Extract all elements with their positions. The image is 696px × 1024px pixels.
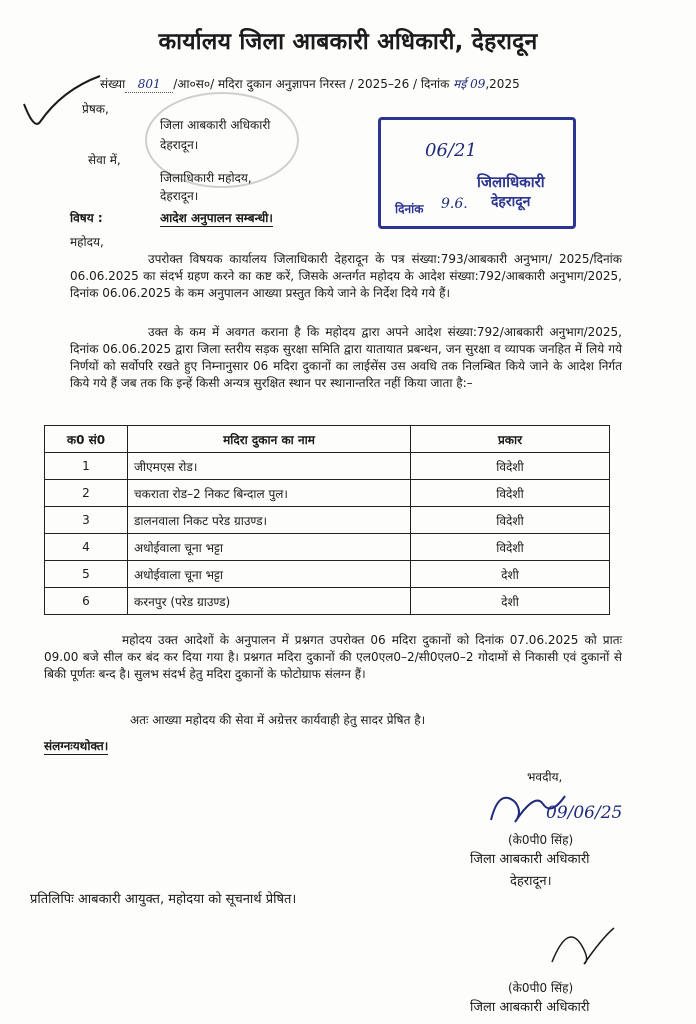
type-cell: विदेशी (411, 480, 610, 507)
sender-line-2: देहरादून। (160, 138, 199, 152)
page-title: कार्यालय जिला आबकारी अधिकारी, देहरादून (158, 29, 538, 55)
signature-date: 09/06/25 (546, 803, 623, 823)
type-cell: देशी (411, 588, 610, 615)
enclosure-note: संलग्नःयथोक्त। (44, 739, 109, 753)
column-header-shop-name: मदिरा दुकान का नाम (128, 426, 411, 453)
sender-label: प्रेषक, (82, 102, 109, 116)
signatory-2-name: (के0पी0 सिंह) (508, 981, 574, 995)
signature-scribble-2 (548, 920, 618, 970)
stamp-date-label: दिनांक (395, 202, 424, 216)
signatory-city: देहरादून। (510, 874, 552, 889)
table-row (45, 534, 610, 561)
type-cell: देशी (411, 561, 610, 588)
serial-cell: 6 (45, 588, 128, 615)
table-header-row (45, 426, 610, 453)
reference-line (100, 76, 520, 93)
shop-name-cell: डालनवाला निकट परेड ग्राउण्ड। (128, 507, 411, 534)
reference-prefix: संख्या (100, 77, 126, 91)
table-row (45, 453, 610, 480)
paragraph-1: उपरोक्त विषयक कार्यालय जिलाधिकारी देहरादून के पत्र संख्या:793/आबकारी अनुभाग/ 2025/दिनांक 06.06.2025 का संदर्भ ग्रहण करने का कष्ट करें, जिसके अन्तर्गत महोदय के आदेश संख्या:792/आबकारी अनुभाग/2025, दिनांक 06.06.2025 के कम अनुपालन आख्या प्रस्तुत किये जाने के निर्देश दिये गये हैं। (70, 252, 622, 300)
reference-day: 09 (470, 77, 486, 91)
shop-name-cell: चकराता रोड–2 निकट बिन्दाल पुल। (128, 480, 411, 507)
serial-cell: 5 (45, 561, 128, 588)
shop-name-cell: करनपुर (परेड ग्राउण्ड) (128, 588, 411, 615)
copy-to-line: प्रतिलिपिः आबकारी आयुक्त, महोदया को सूचनार्थ प्रेषित। (30, 892, 297, 907)
recipient-label: सेवा में, (88, 153, 121, 167)
type-cell: विदेशी (411, 453, 610, 480)
table-row (45, 561, 610, 588)
stamp-entry-number: 06/21 (425, 140, 477, 161)
serial-cell: 4 (45, 534, 128, 561)
shop-name-cell: जीएमएस रोड। (128, 453, 411, 480)
checkmark-icon (22, 70, 102, 130)
table-row (45, 480, 610, 507)
reference-year: ,2025 (485, 77, 520, 91)
table-row (45, 507, 610, 534)
reference-month: मई (453, 77, 467, 91)
paragraph-4: अतः आख्या महोदय की सेवा में अग्रेत्तर कार्यवाही हेतु सादर प्रेषित है। (130, 713, 426, 727)
serial-cell: 1 (45, 453, 128, 480)
stamp-city: देहरादून (491, 194, 531, 210)
column-header-type: प्रकार (411, 426, 610, 453)
column-header-serial: क0 सं0 (45, 426, 128, 453)
table-row (45, 588, 610, 615)
closing: भवदीय, (527, 770, 563, 784)
shops-table (44, 425, 610, 615)
recipient-line-2: देहरादून। (160, 189, 199, 203)
stamp-date-value: 9.6. (441, 196, 468, 212)
salutation: महोदय, (70, 235, 104, 249)
serial-cell: 3 (45, 507, 128, 534)
subject-label: विषय : (70, 211, 103, 225)
shop-name-cell: अधोईवाला चूना भट्टा (128, 534, 411, 561)
reference-number: 801 (125, 76, 173, 93)
reference-text: /आ०स०/ मदिरा दुकान अनुज्ञापन निरस्त / 2025–26 / दिनांक (173, 77, 450, 91)
stamp-office: जिलाधिकारी (477, 173, 545, 191)
receipt-stamp (378, 117, 576, 229)
paragraph-2: उक्त के कम में अवगत कराना है कि महोदय द्वारा अपने आदेश संख्या:792/आबकारी अनुभाग/2025, दिनांक 06.06.2025 द्वारा जिला स्तरीय सड़क सुरक्षा समिति द्वारा यातायात प्रबन्धन, जन सुरक्षा व व्यापक जनहित में लिये गये निर्णयों को सर्वोपरि रखते हुए निम्नानुसार 06 मदिरा दुकानों का लाईसेंस उस अवधि तक निलम्बित किये जाने के आदेश निर्गत किये गये हैं जब तक कि इन्हें किसी अन्यत्र सुरक्षित स्थान पर स्थानान्तरित नहीं किया जाता है:– (70, 325, 622, 390)
signatory-2-designation: जिला आबकारी अधिकारी (470, 1000, 590, 1015)
signatory-designation: जिला आबकारी अधिकारी (470, 852, 590, 867)
sender-line-1: जिला आबकारी अधिकारी (160, 118, 271, 132)
type-cell: विदेशी (411, 507, 610, 534)
recipient-line-1: जिलाधिकारी महोदय, (160, 171, 252, 185)
subject-text: आदेश अनुपालन सम्बन्धी। (160, 211, 273, 225)
signatory-name: (के0पी0 सिंह) (508, 833, 574, 847)
type-cell: विदेशी (411, 534, 610, 561)
serial-cell: 2 (45, 480, 128, 507)
shop-name-cell: अधोईवाला चूना भट्टा (128, 561, 411, 588)
paragraph-3: महोदय उक्त आदेशों के अनुपालन में प्रश्नगत उपरोक्त 06 मदिरा दुकानों को दिनांक 07.06.2025 को प्रातः 09.00 बजे सील कर बंद कर दिया गया है। प्रश्नगत मदिरा दुकानों की एल0एल0–2/सी0एल0–2 गोदामों से निकासी एवं दुकानों से बिकी पूर्णतः बन्द है। सुलभ संदर्भ हेतु मदिरा दुकानों के फोटोग्राफ संलग्न हैं। (44, 633, 622, 681)
